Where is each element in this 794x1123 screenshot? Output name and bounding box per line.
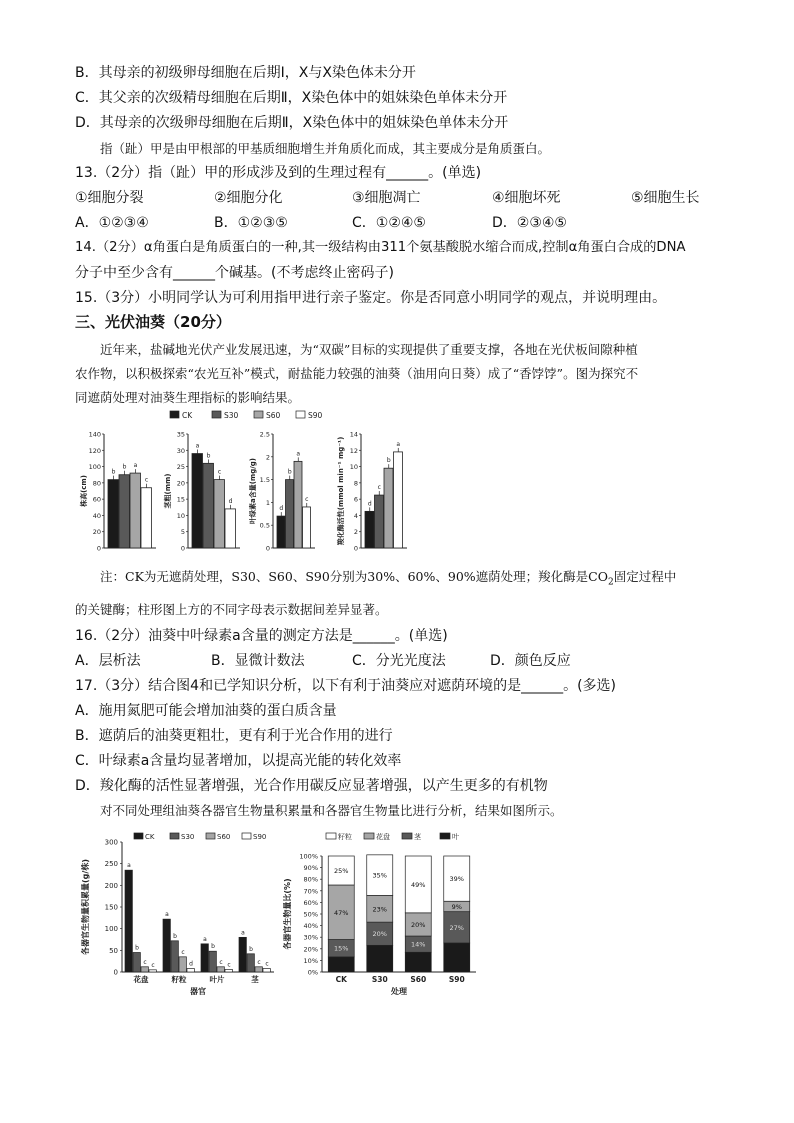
q16-option-a: A．层析法 [75, 653, 141, 669]
panel3-bar-CK [365, 511, 374, 548]
sig-letter: c [219, 958, 223, 966]
bar-叶片-S30 [209, 951, 216, 972]
segment-label: 14% [411, 940, 426, 949]
panel0-sig-letter: b [122, 463, 127, 471]
stack-S30-叶 [367, 945, 393, 972]
legend-label-S30: S30 [181, 833, 195, 841]
panel2-ylabel: 叶绿素a含量(mg/g) [249, 458, 257, 524]
legend-swatch-花盘 [364, 833, 374, 839]
section-intro-1: 近年来，盐碱地光伏产业发展迅速，为“双碳”目标的实现提供了重要支撑，各地在光伏板间隙种植 [100, 342, 638, 357]
y-tick-label: 100% [299, 852, 318, 861]
legend-label-S30: S30 [224, 411, 239, 420]
legend-swatch-CK [134, 833, 143, 839]
panel0-bar-S30 [119, 475, 130, 548]
panel2-sig-letter: d [279, 505, 284, 513]
panel2-sig-letter: b [287, 468, 292, 476]
legend-swatch-CK [170, 411, 179, 418]
segment-label: 20% [372, 930, 387, 939]
y-tick-label: 60% [303, 898, 318, 907]
legend-label-S60: S60 [266, 411, 281, 420]
legend-swatch-S90 [242, 833, 251, 839]
stack-CK-叶 [328, 957, 354, 972]
bar-茎-CK [239, 937, 246, 972]
x-tick-label: 茎 [251, 975, 259, 984]
segment-label: 9% [451, 902, 462, 911]
q16-stem: 16.（2分）油葵中叶绿素a含量的测定方法是______。(单选) [75, 628, 448, 644]
sig-letter: b [173, 932, 177, 940]
legend-swatch-茎 [402, 833, 412, 839]
section-title: 三、光伏油葵（20分） [75, 313, 231, 331]
panel0-bar-S90 [141, 488, 152, 548]
q14-line2: 分子中至少含有______个碱基。(不考虑终止密码子) [75, 265, 394, 281]
segment-label: 39% [449, 875, 464, 884]
sig-letter: b [249, 945, 253, 953]
y-tick-label: 250 [104, 860, 118, 869]
q13-item-2: ②细胞分化 [214, 190, 283, 206]
y-tick-label: 30% [303, 933, 318, 942]
y-tick-label: 80% [303, 875, 318, 884]
sig-letter: a [165, 911, 169, 919]
y-tick-label: 40% [303, 922, 318, 931]
y-tick-label: 50 [109, 946, 118, 955]
q17-option-d: D．羧化酶的活性显著增强，光合作用碳反应显著增强，以产生更多的有机物 [75, 778, 548, 794]
y-tick-label: 50% [303, 910, 318, 919]
sig-letter: c [143, 958, 147, 966]
panel0-tick-label: 80 [92, 479, 101, 488]
segment-label: 35% [372, 871, 387, 880]
q13-option-a: A．①②③④ [75, 215, 149, 231]
q13-item-3: ③细胞凋亡 [352, 190, 421, 206]
y-tick-label: 10% [303, 956, 318, 965]
q12-option-c: C．其父亲的次级精母细胞在后期Ⅱ，X染色体中的姐妹染色单体未分开 [75, 90, 508, 106]
panel3-bar-S60 [384, 468, 393, 548]
legend-label-叶: 叶 [452, 833, 459, 841]
panel2-tick-label: 2 [265, 453, 270, 462]
panel0-tick-label: 120 [88, 446, 101, 455]
x-tick-label: S30 [371, 975, 388, 984]
panel0-tick-label: 40 [92, 511, 101, 520]
panel3-tick-label: 2 [353, 528, 358, 537]
x-tick-label: 花盘 [133, 975, 149, 984]
panel3-tick-label: 0 [353, 544, 358, 553]
panel2-bar-S30 [286, 480, 294, 548]
panel3-ylabel: 羧化酶活性(mmol min⁻¹ mg⁻¹) [337, 436, 345, 546]
panel2-tick-label: 0 [265, 544, 270, 553]
q13-item-1: ①细胞分裂 [75, 190, 144, 206]
panel0-sig-letter: b [111, 468, 116, 476]
x-tick-label: 籽粒 [171, 975, 187, 984]
sig-letter: c [151, 961, 155, 969]
panel2-bar-S60 [294, 461, 302, 548]
y-tick-label: 150 [104, 903, 118, 912]
bar-茎-S60 [255, 967, 262, 972]
x-tick-label: 叶片 [209, 975, 225, 984]
q14-line1: 14.（2分）α角蛋白是角质蛋白的一种,其一级结构由311个氨基酸脱水缩合而成,控制α角蛋白合成的DNA [75, 240, 686, 255]
q15-stem: 15.（3分）小明同学认为可利用指甲进行亲子鉴定。你是否同意小明同学的观点，并说明理由。 [75, 290, 667, 306]
segment-label: 27% [449, 923, 464, 932]
x-tick-label: S90 [448, 975, 465, 984]
x-tick-label: S60 [410, 975, 427, 984]
y-tick-label: 100 [104, 925, 118, 934]
legend-swatch-籽粒 [326, 833, 336, 839]
bar-叶片-CK [201, 944, 208, 972]
sig-letter: c [181, 948, 185, 956]
segment-label: 25% [334, 867, 349, 875]
panel0-tick-label: 60 [92, 495, 101, 504]
panel3-bar-S90 [394, 452, 403, 548]
panel3-tick-label: 6 [353, 495, 358, 504]
q17-option-a: A．施用氮肥可能会增加油葵的蛋白质含量 [75, 703, 337, 719]
segment-label: 20% [411, 920, 426, 929]
legend-label-CK: CK [182, 411, 193, 420]
y-tick-label: 0 [113, 968, 118, 977]
panel1-bar-S90 [225, 509, 236, 548]
sig-letter: a [127, 862, 131, 870]
panel3-tick-label: 8 [353, 479, 358, 488]
sig-letter: c [227, 961, 231, 969]
q13-stem: 13.（2分）指（趾）甲的形成涉及到的生理过程有______。(单选) [75, 165, 482, 181]
sig-letter: b [135, 944, 139, 952]
sig-letter: c [257, 958, 261, 966]
panel1-tick-label: 25 [176, 463, 185, 472]
panel0-tick-label: 0 [96, 544, 101, 553]
panel2-tick-label: 1 [265, 498, 270, 507]
bar-花盘-CK [125, 870, 132, 972]
y-axis-title: 各器官生物量积累量(g/株) [81, 859, 90, 955]
panel3-sig-letter: d [367, 500, 372, 508]
panel1-bar-S60 [214, 480, 225, 548]
legend-swatch-S30 [212, 411, 221, 418]
organ-biomass-chart [78, 828, 278, 1003]
organ-intro: 对不同处理组油葵各器官生物量积累量和各器官生物量比进行分析，结果如图所示。 [100, 803, 563, 818]
legend-swatch-叶 [440, 833, 450, 839]
panel2-bar-CK [277, 516, 285, 548]
sig-letter: a [241, 929, 245, 937]
legend-label-S60: S60 [217, 833, 231, 841]
legend-swatch-S90 [296, 411, 305, 418]
panel3-tick-label: 4 [353, 511, 358, 520]
bar-花盘-S30 [133, 953, 140, 973]
panel3-bar-S30 [375, 495, 384, 548]
x-tick-label: CK [335, 975, 347, 984]
panel2-bar-S90 [303, 507, 311, 548]
legend-swatch-S60 [206, 833, 215, 839]
panel1-sig-letter: a [195, 442, 200, 450]
stack-S60-叶 [405, 952, 431, 972]
q17-stem: 17.（3分）结合图4和已学知识分析，以下有利于油葵应对遮荫环境的是______。(多选) [75, 678, 617, 694]
legend-swatch-S30 [170, 833, 179, 839]
nail-intro: 指（趾）甲是由甲根部的甲基质细胞增生并角质化而成，其主要成分是角质蛋白。 [100, 141, 551, 156]
panel0-sig-letter: a [133, 462, 138, 470]
figure-note-line2: 的关键酶；柱形图上方的不同字母表示数据间差异显著。 [75, 602, 388, 617]
legend-label-茎: 茎 [414, 833, 421, 841]
panel2-tick-label: 0.5 [259, 521, 270, 530]
panel0-ylabel: 株高(cm) [80, 475, 88, 507]
y-tick-label: 70% [303, 887, 318, 896]
panel1-bar-CK [192, 454, 203, 548]
panel1-tick-label: 35 [176, 430, 185, 439]
q17-option-c: C．叶绿素a含量均显著增加，以提高光能的转化效率 [75, 753, 402, 769]
q12-option-d: D．其母亲的次级卵母细胞在后期Ⅱ，X染色体中的姐妹染色单体未分开 [75, 115, 509, 131]
segment-label: 15% [334, 944, 349, 953]
segment-label: 49% [411, 880, 426, 889]
panel3-tick-label: 10 [349, 463, 358, 472]
panel3-tick-label: 12 [349, 446, 358, 455]
sig-letter: a [203, 935, 207, 943]
legend-label-籽粒: 籽粒 [338, 833, 352, 841]
legend-label-S90: S90 [308, 411, 323, 420]
bar-籽粒-S90 [187, 969, 194, 972]
sig-letter: b [211, 943, 215, 951]
panel3-sig-letter: b [386, 457, 391, 465]
legend-swatch-S60 [254, 411, 263, 418]
segment-label: 47% [334, 908, 349, 917]
bar-籽粒-CK [163, 919, 170, 972]
q16-option-b: B．显微计数法 [211, 653, 305, 669]
x-axis-title: 处理 [391, 987, 407, 996]
panel1-tick-label: 30 [176, 446, 185, 455]
panel1-tick-label: 10 [176, 511, 185, 520]
bar-花盘-S60 [141, 967, 148, 972]
legend-label-CK: CK [145, 833, 155, 841]
figure-note-line1: 注：CK为无遮荫处理，S30、S60、S90分别为30%、60%、90%遮荫处理；羧化酶是$CO_2$固定过程中 [100, 569, 677, 588]
q13-option-b: B．①②③⑤ [214, 215, 288, 231]
panel1-tick-label: 0 [180, 544, 185, 553]
panel1-tick-label: 5 [180, 528, 185, 537]
q17-option-b: B．遮荫后的油葵更粗壮，更有利于光合作用的进行 [75, 728, 393, 744]
bar-茎-S30 [247, 954, 254, 972]
bar-叶片-S90 [225, 969, 232, 972]
panel0-tick-label: 100 [88, 463, 101, 472]
segment-label: 23% [372, 905, 387, 914]
q13-option-d: D．②③④⑤ [492, 215, 567, 231]
panel0-tick-label: 140 [88, 430, 101, 439]
legend-label-S90: S90 [253, 833, 267, 841]
y-tick-label: 200 [104, 881, 118, 890]
section-intro-3: 同遮荫处理对油葵生理指标的影响结果。 [75, 390, 301, 405]
panel1-bar-S30 [203, 463, 214, 548]
panel0-bar-S60 [130, 473, 141, 548]
panel3-tick-label: 14 [349, 430, 358, 439]
q16-option-d: D．颜色反应 [490, 653, 571, 669]
panel1-ylabel: 茎粗(mm) [164, 473, 172, 509]
panel2-tick-label: 2.5 [259, 430, 270, 439]
panel3-sig-letter: c [377, 484, 381, 492]
bar-花盘-S90 [149, 970, 156, 972]
y-tick-label: 300 [104, 838, 118, 847]
section-intro-2: 农作物，以积极探索“农光互补”模式，耐盐能力较强的油葵（油用向日葵）成了“香饽饽”。图为探究不 [75, 366, 639, 381]
organ-ratio-chart [282, 828, 482, 1003]
bar-茎-S90 [263, 969, 270, 972]
bar-叶片-S60 [217, 967, 224, 972]
q13-item-5: ⑤细胞生长 [631, 190, 700, 206]
panel1-sig-letter: c [217, 468, 222, 476]
panel2-sig-letter: c [305, 495, 309, 503]
sig-letter: c [265, 960, 269, 968]
panel1-tick-label: 20 [176, 479, 185, 488]
panel2-tick-label: 1.5 [259, 476, 270, 485]
panel0-tick-label: 20 [92, 528, 101, 537]
panel2-sig-letter: a [296, 450, 301, 458]
y-tick-label: 20% [303, 945, 318, 954]
y-tick-label: 90% [303, 864, 318, 873]
q16-option-c: C．分光光度法 [352, 653, 446, 669]
y-tick-label: 0% [307, 968, 318, 977]
sig-letter: d [189, 960, 193, 968]
panel1-sig-letter: b [206, 452, 211, 460]
panel1-tick-label: 15 [176, 495, 185, 504]
panel1-sig-letter: d [228, 497, 233, 505]
q13-item-4: ④细胞坏死 [492, 190, 561, 206]
bar-籽粒-S30 [171, 941, 178, 972]
figure-shading-physiology [78, 408, 428, 558]
legend-label-花盘: 花盘 [376, 833, 390, 841]
panel0-sig-letter: c [144, 476, 149, 484]
x-axis-title: 器官 [190, 987, 206, 996]
panel0-bar-CK [108, 480, 119, 548]
q12-option-b: B．其母亲的初级卵母细胞在后期Ⅰ，X与X染色体未分开 [75, 65, 416, 81]
bar-籽粒-S60 [179, 957, 186, 972]
q13-option-c: C．①②④⑤ [352, 215, 426, 231]
panel3-sig-letter: a [396, 440, 401, 448]
stack-S90-叶 [444, 943, 470, 972]
y-axis-title: 各器官生物量比(%) [283, 878, 292, 950]
